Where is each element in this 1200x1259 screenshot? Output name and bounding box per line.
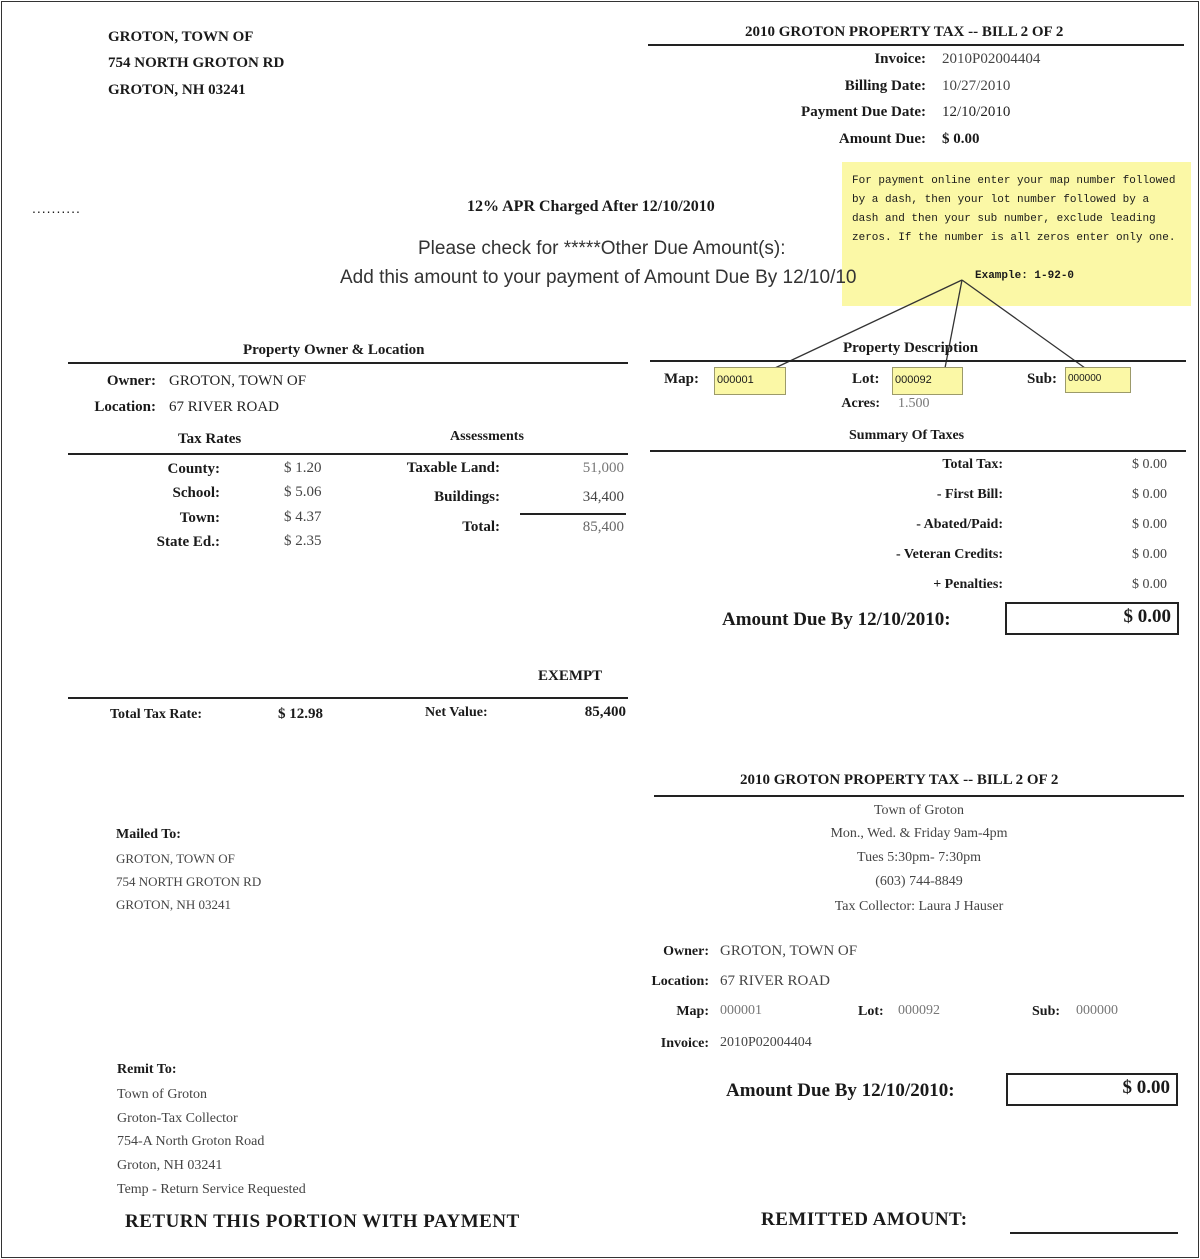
- assessment-total-value: 85,400: [582, 519, 624, 535]
- remit-to-line: Groton, NH 03241: [117, 1158, 223, 1173]
- lot-label: Lot:: [852, 371, 880, 387]
- owner-section-title: Property Owner & Location: [243, 342, 425, 358]
- tax-rates-title: Tax Rates: [178, 431, 242, 447]
- owner-label: Owner:: [106, 373, 156, 389]
- stub-invoice-value: 2010P02004404: [720, 1035, 812, 1050]
- tax-rate-value: $ 4.37: [284, 509, 322, 525]
- summary-value: $ 0.00: [1132, 487, 1167, 502]
- tax-rate-value: $ 5.06: [284, 484, 322, 500]
- other-due-notice: Please check for *****Other Due Amount(s):: [418, 238, 786, 259]
- location-label: Location:: [94, 399, 156, 415]
- payment-due-value: 12/10/2010: [942, 104, 1011, 120]
- remit-to-line: Groton-Tax Collector: [117, 1111, 238, 1126]
- map-label: Map:: [664, 371, 699, 387]
- summary-label: - Abated/Paid:: [916, 517, 1003, 532]
- property-description-rule: [650, 360, 1186, 362]
- summary-value: $ 0.00: [1132, 517, 1167, 532]
- town-city: GROTON, NH 03241: [108, 82, 246, 98]
- summary-label: + Penalties:: [933, 577, 1003, 592]
- billing-date-value: 10/27/2010: [942, 78, 1011, 94]
- tax-rate-label: Town:: [179, 510, 220, 526]
- billing-date-label: Billing Date:: [844, 78, 926, 94]
- stub-lot-label: Lot:: [858, 1004, 884, 1019]
- stub-map-label: Map:: [676, 1004, 709, 1019]
- stub-invoice-label: Invoice:: [660, 1036, 709, 1051]
- assessment-value: 34,400: [582, 489, 624, 505]
- office-line: Tax Collector: Laura J Hauser: [834, 899, 1004, 914]
- summary-value: $ 0.00: [1132, 547, 1167, 562]
- invoice-label: Invoice:: [874, 51, 926, 67]
- stub-map-value: 000001: [720, 1003, 762, 1018]
- invoice-value: 2010P02004404: [942, 51, 1041, 67]
- total-tax-rate-label: Total Tax Rate:: [110, 707, 203, 722]
- note-example: Example: 1-92-0: [975, 270, 1075, 282]
- remitted-amount-label: REMITTED AMOUNT:: [761, 1209, 968, 1230]
- summary-amount-due-box: $ 0.00: [1005, 602, 1179, 635]
- sub-label: Sub:: [1027, 371, 1058, 387]
- property-description-title: Property Description: [843, 340, 979, 356]
- acres-label: Acres:: [841, 396, 880, 411]
- return-portion-notice: RETURN THIS PORTION WITH PAYMENT: [125, 1211, 520, 1232]
- assessment-label: Buildings:: [434, 489, 500, 505]
- stub-location-value: 67 RIVER ROAD: [720, 973, 831, 989]
- mailed-to-line: 754 NORTH GROTON RD: [116, 874, 262, 889]
- stub-sub-value: 000000: [1076, 1003, 1118, 1018]
- mailed-to-line: GROTON, NH 03241: [116, 897, 231, 912]
- remit-to-label: Remit To:: [117, 1062, 177, 1077]
- assessment-label: Taxable Land:: [406, 460, 500, 476]
- stub-sub-label: Sub:: [1032, 1004, 1061, 1019]
- office-line: Tues 5:30pm- 7:30pm: [857, 850, 981, 865]
- town-name: GROTON, TOWN OF: [108, 29, 254, 45]
- stub-amount-due-box: $ 0.00: [1006, 1073, 1178, 1106]
- summary-value: $ 0.00: [1132, 457, 1167, 472]
- notice-dashes: ..........: [32, 200, 81, 216]
- location-value: 67 RIVER ROAD: [169, 399, 280, 415]
- tax-rate-label: State Ed.:: [156, 534, 220, 550]
- stub-owner-label: Owner:: [663, 944, 709, 959]
- stub-title-rule: [654, 795, 1184, 797]
- total-tax-rate-value: $ 12.98: [278, 706, 323, 722]
- summary-label: - First Bill:: [936, 487, 1003, 502]
- tax-rate-value: $ 2.35: [284, 533, 322, 549]
- net-value-value: 85,400: [584, 704, 626, 720]
- rates-assessments-rule: [68, 453, 628, 455]
- assessment-total-rule: [520, 513, 626, 515]
- stub-owner-value: GROTON, TOWN OF: [720, 943, 858, 959]
- remitted-amount-line[interactable]: [1010, 1232, 1178, 1234]
- remit-to-line: Temp - Return Service Requested: [117, 1182, 306, 1197]
- office-line: (603) 744-8849: [875, 874, 963, 889]
- map-value-box: 000001: [714, 367, 786, 395]
- sub-value-box: 000000: [1065, 367, 1131, 393]
- amount-due-label: Amount Due:: [838, 131, 926, 147]
- assessments-title: Assessments: [450, 429, 524, 444]
- owner-section-rule: [68, 362, 628, 364]
- summary-label: Total Tax:: [942, 457, 1003, 472]
- exempt-label: EXEMPT: [538, 668, 603, 684]
- tax-rate-label: School:: [172, 485, 220, 501]
- tax-rate-value: $ 1.20: [284, 460, 322, 476]
- note-text: For payment online enter your map number followed by a dash, then your lot number followed by a dash and then your sub number, exclude leading zeros. If the number is all zeros enter only one.: [852, 175, 1176, 244]
- stub-amount-due-label: Amount Due By 12/10/2010:: [726, 1080, 955, 1101]
- bill-title: 2010 GROTON PROPERTY TAX -- BILL 2 OF 2: [745, 24, 1064, 40]
- summary-label: - Veteran Credits:: [895, 547, 1003, 562]
- totals-rule: [68, 697, 628, 699]
- remit-to-line: 754-A North Groton Road: [117, 1134, 265, 1149]
- office-line: Town of Groton: [873, 803, 964, 818]
- stub-lot-value: 000092: [898, 1003, 940, 1018]
- remit-to-line: Town of Groton: [117, 1087, 208, 1102]
- office-line: Mon., Wed. & Friday 9am-4pm: [830, 826, 1008, 841]
- assessment-value: 51,000: [582, 460, 624, 476]
- mailed-to-line: GROTON, TOWN OF: [116, 851, 235, 866]
- stub-title: 2010 GROTON PROPERTY TAX -- BILL 2 OF 2: [740, 772, 1059, 788]
- town-street: 754 NORTH GROTON RD: [108, 55, 285, 71]
- acres-value: 1.500: [898, 396, 930, 411]
- assessment-total-label: Total:: [462, 519, 500, 535]
- summary-rule: [650, 450, 1186, 452]
- owner-value: GROTON, TOWN OF: [169, 373, 307, 389]
- lot-value-box: 000092: [892, 367, 963, 395]
- add-amount-notice: Add this amount to your payment of Amount Due By 12/10/10: [340, 267, 857, 288]
- tax-rate-label: County:: [167, 461, 220, 477]
- apr-notice: 12% APR Charged After 12/10/2010: [467, 198, 715, 215]
- mailed-to-label: Mailed To:: [116, 827, 181, 842]
- amount-due-value: $ 0.00: [942, 131, 980, 147]
- net-value-label: Net Value:: [425, 705, 488, 720]
- stub-location-label: Location:: [651, 974, 709, 989]
- summary-value: $ 0.00: [1132, 577, 1167, 592]
- payment-due-label: Payment Due Date:: [801, 104, 926, 120]
- summary-title: Summary Of Taxes: [849, 428, 965, 443]
- summary-amount-due-label: Amount Due By 12/10/2010:: [722, 609, 951, 630]
